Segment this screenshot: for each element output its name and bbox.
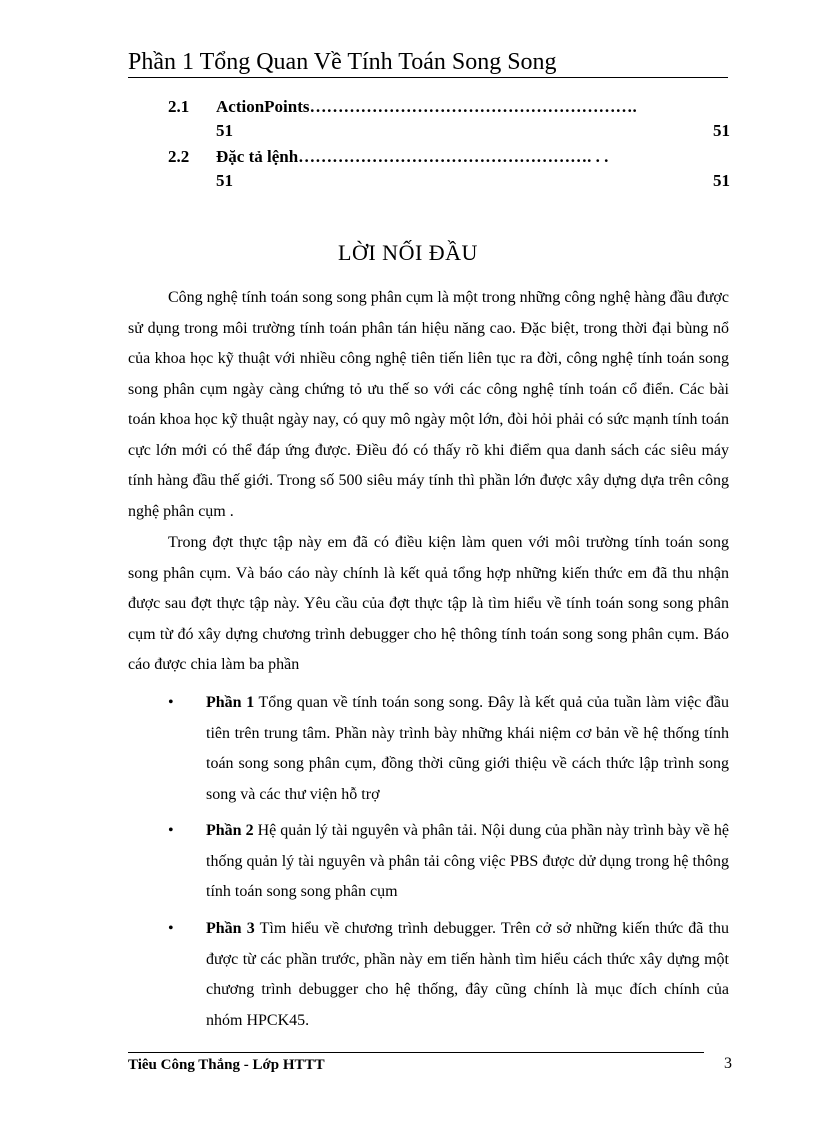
paragraph-text: Trong đợt thực tập này em đã có điều kiện làm quen với môi trường tính toán song song phân cụm. Và báo cáo này chính là kết quả tổng hợp những kiến thức em đã thu nhận được sau đợt thực tập này. Yêu cầu của đợt thực tập là tìm hiểu về tính toán song song phân cụm từ đó xây dựng chương trình debugger cho hệ thông tính toán song song phân cụm. Báo cáo được chia làm ba phần: [128, 534, 729, 673]
toc-title: Đặc tả lệnh……………………………………………. . .: [216, 147, 609, 166]
list-item-label: Phần 3: [206, 920, 255, 937]
bullet-icon: •: [168, 822, 174, 839]
paragraph-text: Công nghệ tính toán song song phân cụm là một trong những công nghệ hàng đầu được sử dụng trong môi trường tính toán phân tán hiệu năng cao. Đặc biệt, trong thời đại bùng nổ của khoa học kỹ thuật với nhiều công nghệ tiên tiến liên tục ra đời, công nghệ tính toán song song phân cụm ngày càng chứng tỏ ưu thế so với các công nghệ tính toán cổ điển. Các bài toán khoa học kỹ thuật ngày nay, có quy mô ngày một lớn, đòi hỏi phải có sức mạnh tính toán cực lớn mới có thể đáp ứng được. Điều đó có thấy rõ khi điểm qua danh sách các siêu máy tính hàng đầu thế giới. Trong số 500 siêu máy tính thì phần lớn được xây dựng dựa trên công nghệ phân cụm .: [128, 289, 729, 520]
bullet-icon: •: [168, 694, 174, 711]
header-divider: [128, 77, 728, 78]
list-item-label: Phần 2: [206, 822, 254, 839]
toc-page-wrapped: 51: [216, 171, 233, 190]
page-header-title: Phần 1 Tổng Quan Về Tính Toán Song Song: [128, 49, 557, 75]
page-number: 3: [724, 1055, 732, 1072]
paragraph: [128, 528, 729, 681]
footer-divider: [128, 1052, 704, 1053]
list-item-text: Tổng quan về tính toán song song. Đây là kết quả của tuần làm việc đầu tiên trên trung tâm. Phần này trình bày những khái niệm cơ bản về hệ thống tính toán song song phân cụm, đồng thời cũng giới thiệu về cách thức lập trình song song và các thư viện hỗ trợ: [206, 694, 730, 803]
toc-page-number: 51: [713, 171, 730, 190]
list-item-text: Tìm hiểu về chương trình debugger. Trên cở sở những kiến thức đã thu được từ các phần trước, phần này em tiến hành tìm hiểu cách thức xây dựng một chương trình debugger cho hệ thống, đây cũng chính là mục đích chính của nhóm HPCK45.: [206, 920, 729, 1029]
paragraph: [128, 283, 729, 527]
toc-number: 2.2: [168, 147, 190, 166]
bullet-icon: •: [168, 920, 174, 937]
list-item-text: Hệ quản lý tài nguyên và phân tải. Nội dung của phần này trình bày về hệ thống quản lý tài nguyên và phân tải công việc PBS được dử dụng trong hệ thông tính toán song song phân cụm: [206, 822, 729, 900]
list-item-label: Phần 1: [206, 694, 255, 711]
toc-page-number: 51: [713, 121, 730, 140]
section-title: LỜI NỐI ĐẦU: [338, 240, 478, 265]
toc-page-wrapped: 51: [216, 121, 233, 140]
toc-title: ActionPoints………………………………………………….: [216, 97, 637, 116]
toc-number: 2.1: [168, 97, 190, 116]
footer-author: Tiêu Công Thắng - Lớp HTTT: [128, 1057, 325, 1073]
